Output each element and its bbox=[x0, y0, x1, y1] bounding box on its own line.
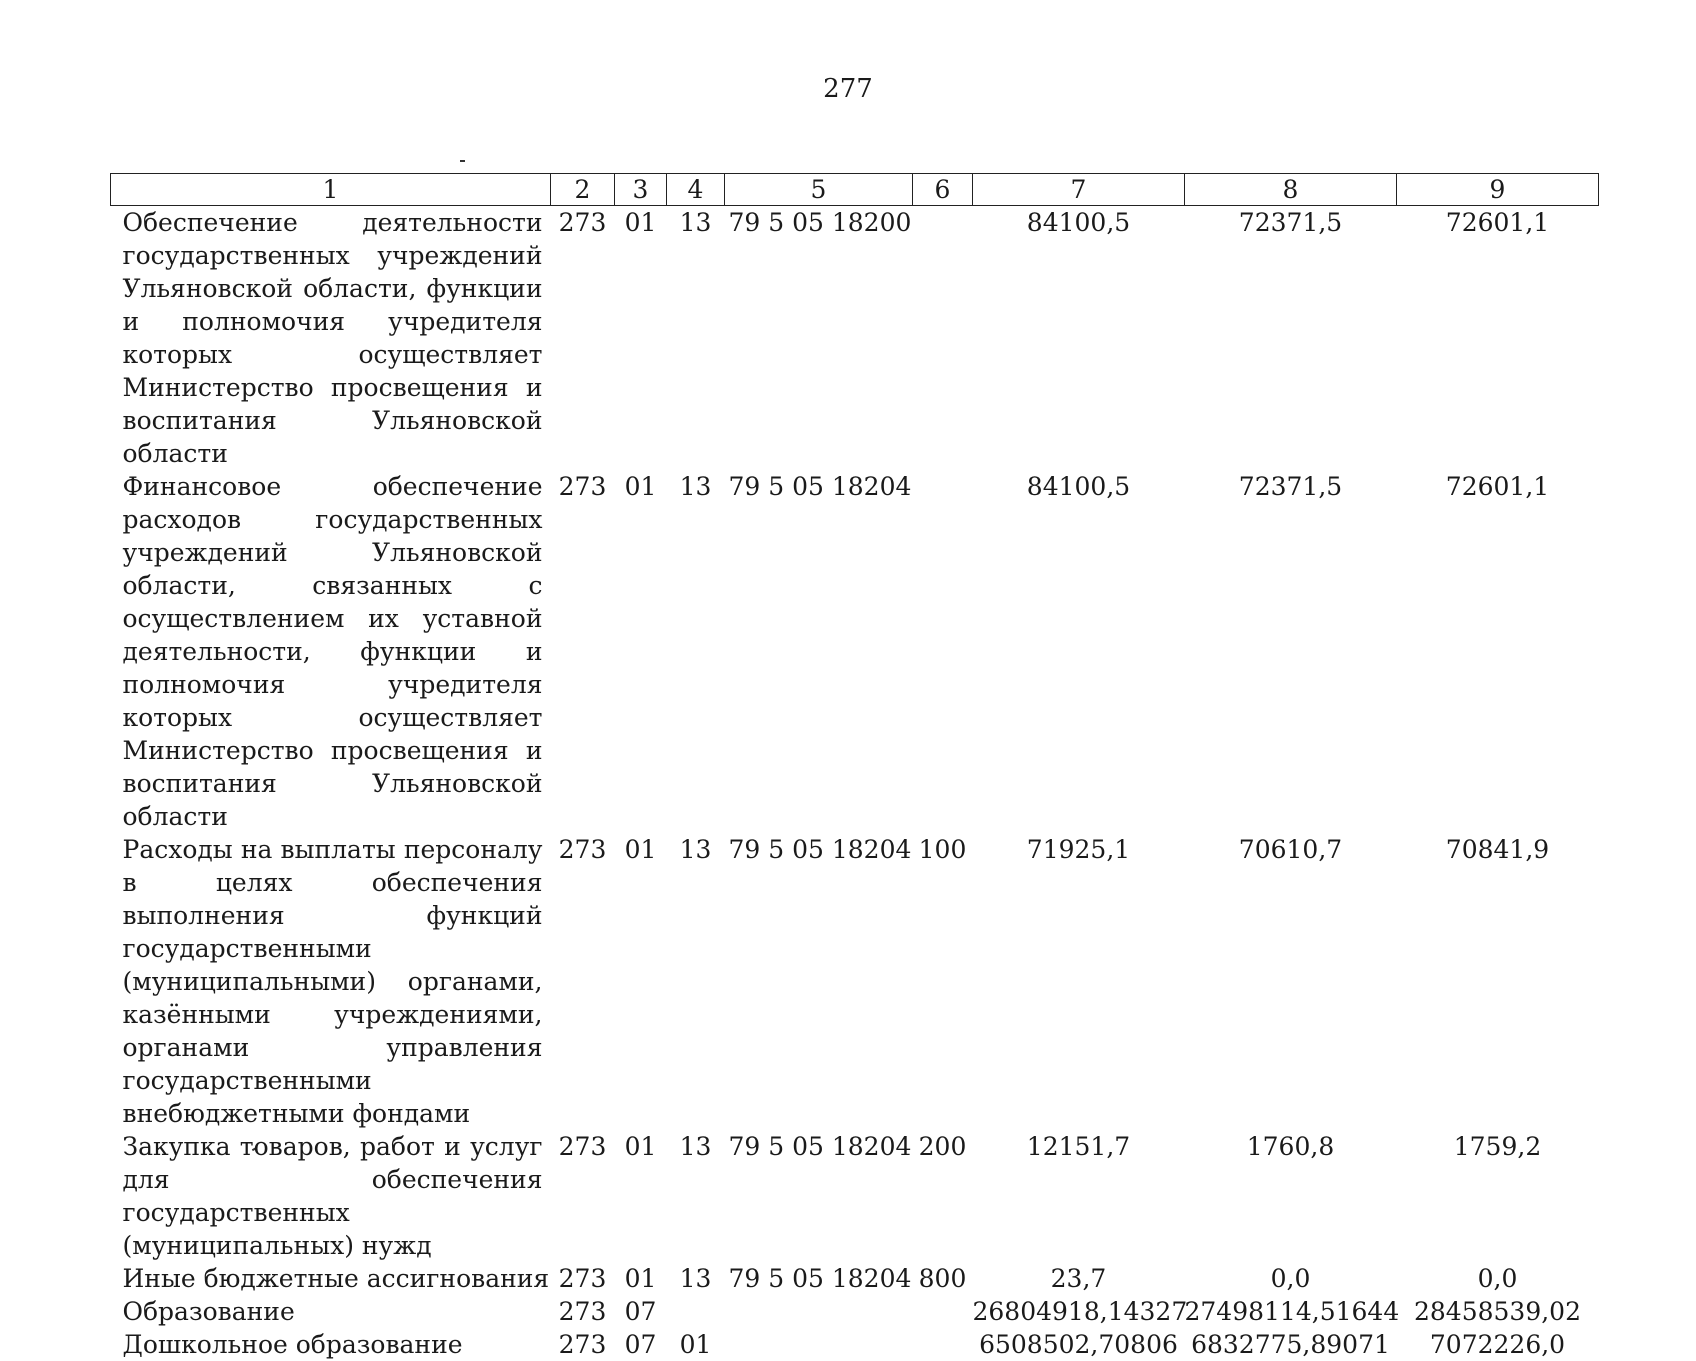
cell-target-article: 79 5 05 18200 bbox=[728, 208, 912, 237]
cell-amount-col8: 0,0 bbox=[1270, 1264, 1311, 1293]
scan-speck bbox=[460, 160, 465, 162]
cell-amount-col9: 70841,9 bbox=[1445, 835, 1550, 864]
cell-amount-col7: 6508502,70806 bbox=[979, 1330, 1178, 1359]
column-header: 8 bbox=[1185, 174, 1397, 206]
row-name: Финансовое обеспечение расходов государственных учреждений Ульяновской области, связанных с осуществлением их уставной деятельности, функции и полномочия учредителя которых осуществляет Министерство просвещения и воспитания Ульяновской области bbox=[122, 472, 543, 831]
cell-section: 01 bbox=[624, 472, 657, 501]
cell-section: 01 bbox=[624, 835, 657, 864]
column-header: 5 bbox=[725, 174, 913, 206]
cell-admin-code: 273 bbox=[558, 472, 607, 501]
table-row bbox=[111, 1328, 1599, 1361]
cell-expense-type bbox=[913, 1328, 973, 1361]
cell-admin-code: 273 bbox=[558, 1330, 607, 1359]
table-row bbox=[111, 1295, 1599, 1328]
cell-amount-col8: 70610,7 bbox=[1238, 835, 1343, 864]
cell-admin-code: 273 bbox=[558, 208, 607, 237]
table-row bbox=[111, 206, 1599, 471]
column-header: 6 bbox=[913, 174, 973, 206]
cell-target-article: 79 5 05 18204 bbox=[728, 472, 912, 501]
cell-section: 01 bbox=[624, 208, 657, 237]
cell-admin-code: 273 bbox=[558, 1132, 607, 1161]
cell-amount-col8: 6832775,89071 bbox=[1191, 1330, 1390, 1359]
cell-admin-code: 273 bbox=[558, 835, 607, 864]
cell-amount-col9: 7072226,0 bbox=[1429, 1330, 1566, 1359]
cell-section: 01 bbox=[624, 1132, 657, 1161]
cell-expense-type bbox=[913, 470, 973, 833]
cell-amount-col7: 71925,1 bbox=[1026, 835, 1131, 864]
cell-target-article bbox=[725, 1328, 913, 1361]
row-name: Иные бюджетные ассигнования bbox=[122, 1264, 550, 1293]
cell-expense-type bbox=[913, 206, 973, 471]
row-name: Обеспечение деятельности государственных учреждений Ульяновской области, функции и полномочия учредителя которых осуществляет Министерство просвещения и воспитания Ульяновской области bbox=[122, 208, 543, 468]
cell-target-article: 79 5 05 18204 bbox=[728, 1264, 912, 1293]
cell-target-article: 79 5 05 18204 bbox=[728, 835, 912, 864]
table-row bbox=[111, 1262, 1599, 1295]
row-name: Расходы на выплаты персоналу в целях обеспечения выполнения функций государственными (муниципальными) органами, казёнными учреждениями, органами управления государственными внебюджетными фондами bbox=[122, 835, 543, 1128]
cell-amount-col7: 84100,5 bbox=[1026, 472, 1131, 501]
budget-table bbox=[110, 173, 1599, 1361]
cell-subsection: 13 bbox=[679, 472, 712, 501]
cell-target-article bbox=[725, 1295, 913, 1328]
cell-amount-col7: 23,7 bbox=[1050, 1264, 1107, 1293]
cell-amount-col9: 0,0 bbox=[1477, 1264, 1518, 1293]
cell-section: 07 bbox=[624, 1330, 657, 1359]
cell-amount-col8: 72371,5 bbox=[1238, 208, 1343, 237]
column-header: 7 bbox=[973, 174, 1185, 206]
page-number: 277 bbox=[823, 74, 873, 104]
column-header: 1 bbox=[111, 174, 551, 206]
cell-admin-code: 273 bbox=[558, 1264, 607, 1293]
row-name: Закупка товаров, работ и услуг для обеспечения государственных (муниципальных) нужд bbox=[122, 1132, 543, 1260]
cell-amount-col8: 27498114,51644 bbox=[1184, 1297, 1400, 1326]
cell-admin-code: 273 bbox=[558, 1297, 607, 1326]
cell-amount-col8: 72371,5 bbox=[1238, 472, 1343, 501]
cell-subsection bbox=[667, 1295, 725, 1328]
column-header: 2 bbox=[551, 174, 615, 206]
cell-expense-type: 800 bbox=[918, 1264, 967, 1293]
cell-amount-col9: 72601,1 bbox=[1445, 472, 1550, 501]
cell-section: 07 bbox=[624, 1297, 657, 1326]
cell-subsection: 13 bbox=[679, 208, 712, 237]
column-header: 4 bbox=[667, 174, 725, 206]
cell-expense-type: 100 bbox=[918, 835, 967, 864]
cell-subsection: 13 bbox=[679, 1264, 712, 1293]
table-row bbox=[111, 1130, 1599, 1262]
cell-section: 01 bbox=[624, 1264, 657, 1293]
column-number-row bbox=[111, 174, 1599, 206]
table-row bbox=[111, 470, 1599, 833]
cell-expense-type: 200 bbox=[918, 1132, 967, 1161]
cell-expense-type bbox=[913, 1295, 973, 1328]
column-header: 3 bbox=[615, 174, 667, 206]
cell-subsection: 01 bbox=[679, 1330, 712, 1359]
cell-amount-col7: 26804918,14327 bbox=[972, 1297, 1188, 1326]
cell-amount-col7: 12151,7 bbox=[1026, 1132, 1131, 1161]
cell-amount-col9: 28458539,02 bbox=[1413, 1297, 1581, 1326]
column-header: 9 bbox=[1397, 174, 1599, 206]
cell-amount-col9: 72601,1 bbox=[1445, 208, 1550, 237]
cell-amount-col8: 1760,8 bbox=[1246, 1132, 1335, 1161]
cell-amount-col7: 84100,5 bbox=[1026, 208, 1131, 237]
table-row bbox=[111, 833, 1599, 1130]
cell-target-article: 79 5 05 18204 bbox=[728, 1132, 912, 1161]
row-name: Образование bbox=[122, 1297, 295, 1326]
cell-subsection: 13 bbox=[679, 835, 712, 864]
cell-subsection: 13 bbox=[679, 1132, 712, 1161]
cell-amount-col9: 1759,2 bbox=[1453, 1132, 1542, 1161]
row-name: Дошкольное образование bbox=[122, 1330, 463, 1359]
